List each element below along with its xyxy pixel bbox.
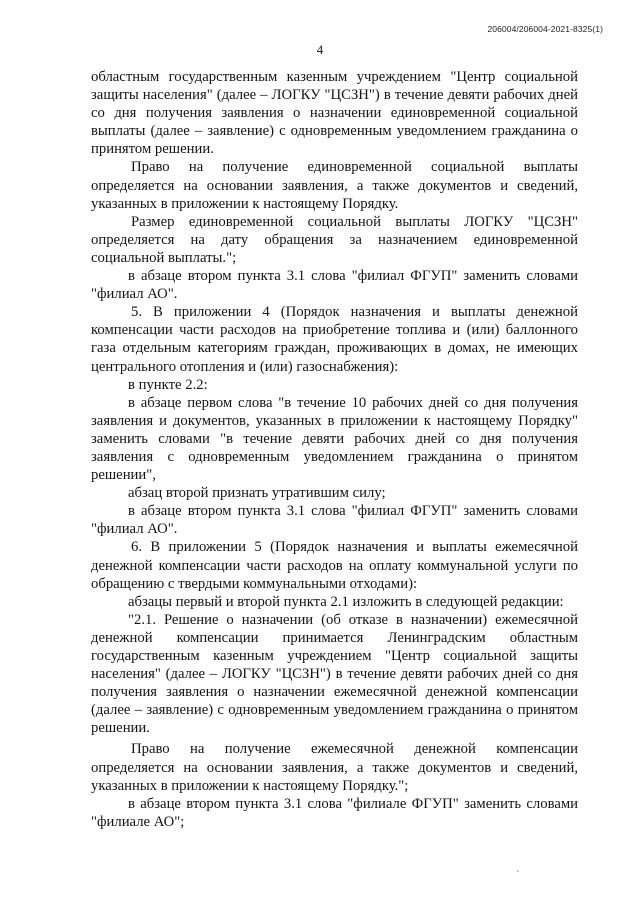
paragraph-10: 6. В приложении 5 (Порядок назначения и выплаты ежемесячной денежной компенсации части расходов на оплату коммунальной услуги по обращению с твердыми коммунальными отходами): xyxy=(91,539,578,592)
paragraph-2: Право на получение единовременной социальной выплаты определяется на основании заявления, а также документов и сведений, указанных в приложении к настоящему Порядку. xyxy=(91,159,578,212)
scan-speck xyxy=(517,870,519,872)
paragraph-13: Право на получение ежемесячной денежной компенсации определяется на основании заявления, а также документов и сведений, указанных в приложении к настоящему Порядку."; xyxy=(91,741,578,794)
document-id: 206004/206004-2021-8325(1) xyxy=(487,24,603,34)
paragraph-6: в пункте 2.2: xyxy=(128,376,208,393)
paragraph-14: в абзаце втором пункта 3.1 слова "филиале ФГУП" заменить словами "филиале АО"; xyxy=(91,795,578,830)
paragraph-8: абзац второй признать утратившим силу; xyxy=(128,485,386,502)
paragraph-12: "2.1. Решение о назначении (об отказе в назначении) ежемесячной денежной компенсации принимается Ленинградским областным государственным казенным учреждением "Центр социальной защиты населения" (далее – ЛОГКУ "ЦСЗН") в течение девяти рабочих дней со дня получения заявления о назначении ежемесячной денежной компенсации (далее – заявление) с одновременным уведомлением гражданина о принятом решении. xyxy=(91,611,578,737)
paragraph-11: абзацы первый и второй пункта 2.1 изложить в следующей редакции: xyxy=(128,593,564,610)
paragraph-4: в абзаце втором пункта 3.1 слова "филиал ФГУП" заменить словами "филиал АО". xyxy=(91,268,578,303)
paragraph-3: Размер единовременной социальной выплаты ЛОГКУ "ЦСЗН" определяется на дату обращения за назначением единовременной социальной выплаты."; xyxy=(91,213,578,266)
paragraph-1: областным государственным казенным учреждением "Центр социальной защиты населения" (далее – ЛОГКУ "ЦСЗН") в течение девяти рабочих дней со дня получения заявления о назначении единовременной социальной выплаты (далее – заявление) с одновременным уведомлением гражданина о принятом решении. xyxy=(91,69,578,158)
paragraph-9: в абзаце втором пункта 3.1 слова "филиал ФГУП" заменить словами "филиал АО". xyxy=(91,503,578,538)
page-number: 4 xyxy=(316,42,324,57)
paragraph-7: в абзаце первом слова "в течение 10 рабочих дней со дня получения заявления и документов, указанных в приложении к настоящему Порядку" заменить словами "в течение девяти рабочих дней со дня получения заявления с одновременным уведомлением гражданина о принятом решении", xyxy=(91,394,578,484)
paragraph-5: 5. В приложении 4 (Порядок назначения и выплаты денежной компенсации части расходов на приобретение топлива и (или) баллонного газа отдельным категориям граждан, проживающих в домах, не имеющих центрального отопления и (или) газоснабжения): xyxy=(91,304,578,375)
document-body xyxy=(91,68,578,831)
